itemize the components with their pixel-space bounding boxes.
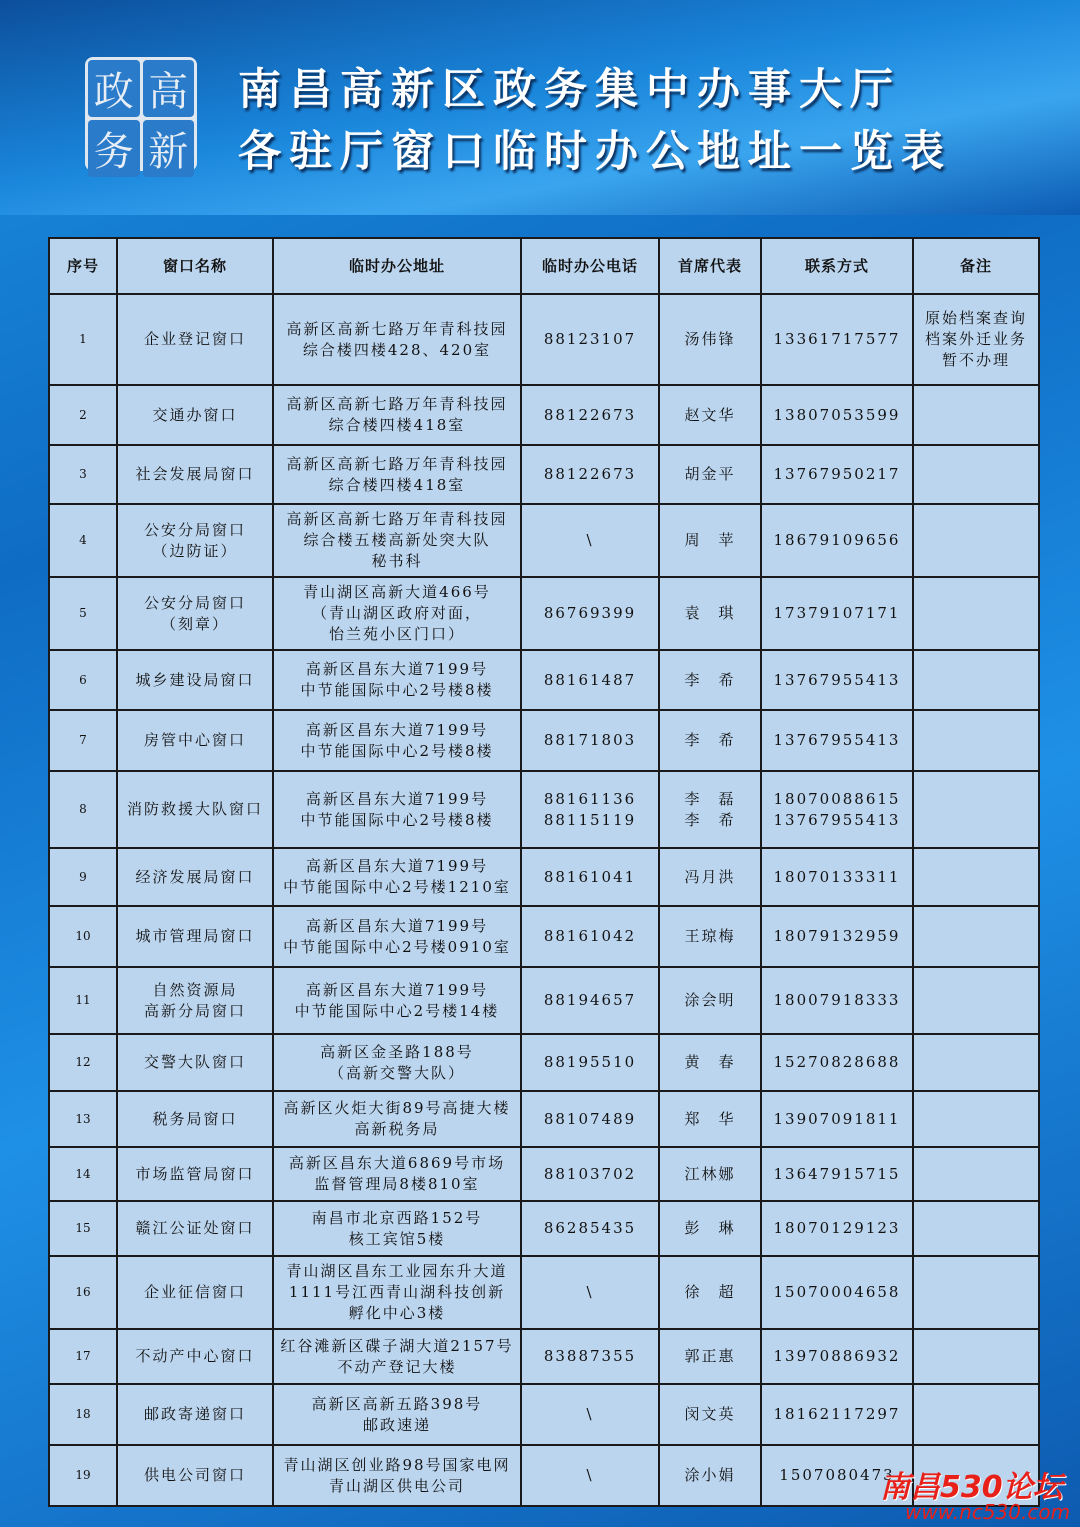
cell-row-number: 7 xyxy=(49,710,117,771)
table-row xyxy=(49,1256,1039,1329)
cell-remark xyxy=(913,710,1039,771)
cell-remark: 原始档案查询 档案外迁业务 暂不办理 xyxy=(913,294,1039,385)
cell-office-phone: 88103702 xyxy=(521,1147,659,1201)
cell-office-phone: 88161042 xyxy=(521,906,659,967)
column-header-row-number: 序号 xyxy=(49,238,117,294)
cell-chief-representative: 周 苹 xyxy=(659,504,761,577)
cell-window-name: 公安分局窗口 （刻章） xyxy=(117,577,273,650)
header-banner xyxy=(0,0,1080,215)
cell-contact-phone: 15070004658 xyxy=(761,1256,913,1329)
cell-address: 高新区高新七路万年青科技园 综合楼四楼428、420室 xyxy=(273,294,521,385)
cell-remark xyxy=(913,1034,1039,1091)
cell-contact-phone: 13647915715 xyxy=(761,1147,913,1201)
cell-chief-representative: 郭正惠 xyxy=(659,1329,761,1384)
cell-chief-representative: 李 磊 李 希 xyxy=(659,771,761,848)
cell-remark xyxy=(913,445,1039,504)
cell-chief-representative: 袁 琪 xyxy=(659,577,761,650)
cell-contact-phone: 18070088615 13767955413 xyxy=(761,771,913,848)
cell-office-phone: 88195510 xyxy=(521,1034,659,1091)
cell-row-number: 1 xyxy=(49,294,117,385)
cell-chief-representative: 胡金平 xyxy=(659,445,761,504)
cell-contact-phone: 18162117297 xyxy=(761,1384,913,1445)
cell-contact-phone: 13361717577 xyxy=(761,294,913,385)
cell-contact-phone: 13767950217 xyxy=(761,445,913,504)
cell-remark xyxy=(913,848,1039,906)
cell-window-name: 邮政寄递窗口 xyxy=(117,1384,273,1445)
cell-remark xyxy=(913,577,1039,650)
cell-address: 高新区昌东大道7199号 中节能国际中心2号楼8楼 xyxy=(273,650,521,710)
cell-row-number: 6 xyxy=(49,650,117,710)
cell-address: 高新区昌东大道7199号 中节能国际中心2号楼1210室 xyxy=(273,848,521,906)
cell-chief-representative: 闵文英 xyxy=(659,1384,761,1445)
cell-remark xyxy=(913,1201,1039,1256)
cell-window-name: 交通办窗口 xyxy=(117,385,273,445)
cell-chief-representative: 郑 华 xyxy=(659,1091,761,1147)
cell-window-name: 企业征信窗口 xyxy=(117,1256,273,1329)
cell-remark xyxy=(913,967,1039,1034)
cell-address: 高新区高新五路398号 邮政速递 xyxy=(273,1384,521,1445)
cell-row-number: 2 xyxy=(49,385,117,445)
column-header-remark: 备注 xyxy=(913,238,1039,294)
table-row xyxy=(49,1147,1039,1201)
cell-contact-phone: 18079132959 xyxy=(761,906,913,967)
cell-window-name: 交警大队窗口 xyxy=(117,1034,273,1091)
cell-office-phone: 88171803 xyxy=(521,710,659,771)
cell-remark xyxy=(913,385,1039,445)
cell-row-number: 16 xyxy=(49,1256,117,1329)
cell-address: 高新区火炬大街89号高捷大楼 高新税务局 xyxy=(273,1091,521,1147)
cell-row-number: 17 xyxy=(49,1329,117,1384)
logo-char: 新 xyxy=(143,120,195,177)
cell-contact-phone: 13807053599 xyxy=(761,385,913,445)
cell-address: 高新区金圣路188号 （高新交警大队） xyxy=(273,1034,521,1091)
cell-office-phone: 88107489 xyxy=(521,1091,659,1147)
logo-char: 高 xyxy=(143,60,195,117)
logo xyxy=(85,57,197,175)
cell-address: 高新区昌东大道7199号 中节能国际中心2号楼0910室 xyxy=(273,906,521,967)
cell-row-number: 19 xyxy=(49,1445,117,1506)
cell-office-phone: 88161487 xyxy=(521,650,659,710)
cell-contact-phone: 17379107171 xyxy=(761,577,913,650)
cell-remark xyxy=(913,1091,1039,1147)
cell-row-number: 3 xyxy=(49,445,117,504)
logo-char: 政 xyxy=(88,60,140,117)
title-line-1: 南昌高新区政务集中办事大厅 xyxy=(238,65,901,115)
cell-office-phone: 86769399 xyxy=(521,577,659,650)
cell-chief-representative: 涂小娟 xyxy=(659,1445,761,1506)
cell-remark xyxy=(913,650,1039,710)
cell-address: 南昌市北京西路152号 核工宾馆5楼 xyxy=(273,1201,521,1256)
cell-office-phone: \ xyxy=(521,504,659,577)
cell-row-number: 11 xyxy=(49,967,117,1034)
cell-address: 青山湖区高新大道466号 （青山湖区政府对面， 怡兰苑小区门口） xyxy=(273,577,521,650)
cell-remark xyxy=(913,1256,1039,1329)
cell-window-name: 企业登记窗口 xyxy=(117,294,273,385)
cell-address: 青山湖区创业路98号国家电网 青山湖区供电公司 xyxy=(273,1445,521,1506)
cell-address: 青山湖区昌东工业园东升大道 1111号江西青山湖科技创新 孵化中心3楼 xyxy=(273,1256,521,1329)
cell-office-phone: 88161136 88115119 xyxy=(521,771,659,848)
cell-contact-phone: 13767955413 xyxy=(761,710,913,771)
logo-char: 务 xyxy=(88,120,140,177)
cell-office-phone: \ xyxy=(521,1384,659,1445)
cell-contact-phone: 18679109656 xyxy=(761,504,913,577)
table-row xyxy=(49,1329,1039,1384)
cell-row-number: 10 xyxy=(49,906,117,967)
office-address-table xyxy=(48,237,1040,1507)
cell-window-name: 自然资源局 高新分局窗口 xyxy=(117,967,273,1034)
cell-office-phone: 88123107 xyxy=(521,294,659,385)
cell-address: 高新区高新七路万年青科技园 综合楼五楼高新处突大队 秘书科 xyxy=(273,504,521,577)
cell-chief-representative: 冯月洪 xyxy=(659,848,761,906)
table-header-row xyxy=(49,238,1039,294)
cell-address: 高新区高新七路万年青科技园 综合楼四楼418室 xyxy=(273,385,521,445)
cell-office-phone: \ xyxy=(521,1445,659,1506)
cell-chief-representative: 涂会明 xyxy=(659,967,761,1034)
cell-window-name: 社会发展局窗口 xyxy=(117,445,273,504)
cell-row-number: 8 xyxy=(49,771,117,848)
table-row xyxy=(49,1384,1039,1445)
table-row xyxy=(49,445,1039,504)
cell-office-phone: \ xyxy=(521,1256,659,1329)
cell-window-name: 公安分局窗口 （边防证） xyxy=(117,504,273,577)
cell-window-name: 供电公司窗口 xyxy=(117,1445,273,1506)
cell-address: 红谷滩新区碟子湖大道2157号 不动产登记大楼 xyxy=(273,1329,521,1384)
cell-chief-representative: 王琼梅 xyxy=(659,906,761,967)
title-line-2: 各驻厅窗口临时办公地址一览表 xyxy=(238,127,952,177)
cell-chief-representative: 彭 琳 xyxy=(659,1201,761,1256)
table-row xyxy=(49,1091,1039,1147)
cell-office-phone: 88122673 xyxy=(521,385,659,445)
column-header-window-name: 窗口名称 xyxy=(117,238,273,294)
cell-remark xyxy=(913,1329,1039,1384)
cell-contact-phone: 13907091811 xyxy=(761,1091,913,1147)
cell-remark xyxy=(913,1147,1039,1201)
cell-contact-phone: 1507080473 xyxy=(761,1445,913,1506)
table-row xyxy=(49,967,1039,1034)
cell-address: 高新区昌东大道6869号市场 监督管理局8楼810室 xyxy=(273,1147,521,1201)
cell-row-number: 18 xyxy=(49,1384,117,1445)
cell-office-phone: 88161041 xyxy=(521,848,659,906)
cell-remark xyxy=(913,1384,1039,1445)
cell-window-name: 税务局窗口 xyxy=(117,1091,273,1147)
cell-address: 高新区昌东大道7199号 中节能国际中心2号楼8楼 xyxy=(273,771,521,848)
cell-row-number: 13 xyxy=(49,1091,117,1147)
watermark-url: www.nc530.com xyxy=(905,1500,1071,1524)
cell-office-phone: 83887355 xyxy=(521,1329,659,1384)
cell-remark xyxy=(913,906,1039,967)
cell-chief-representative: 徐 超 xyxy=(659,1256,761,1329)
column-header-contact-phone: 联系方式 xyxy=(761,238,913,294)
cell-row-number: 14 xyxy=(49,1147,117,1201)
cell-window-name: 不动产中心窗口 xyxy=(117,1329,273,1384)
cell-contact-phone: 13970886932 xyxy=(761,1329,913,1384)
cell-row-number: 4 xyxy=(49,504,117,577)
cell-office-phone: 88194657 xyxy=(521,967,659,1034)
cell-address: 高新区高新七路万年青科技园 综合楼四楼418室 xyxy=(273,445,521,504)
cell-window-name: 消防救援大队窗口 xyxy=(117,771,273,848)
cell-window-name: 城乡建设局窗口 xyxy=(117,650,273,710)
cell-window-name: 经济发展局窗口 xyxy=(117,848,273,906)
column-header-address: 临时办公地址 xyxy=(273,238,521,294)
cell-chief-representative: 赵文华 xyxy=(659,385,761,445)
cell-address: 高新区昌东大道7199号 中节能国际中心2号楼14楼 xyxy=(273,967,521,1034)
table-row xyxy=(49,504,1039,577)
cell-window-name: 赣江公证处窗口 xyxy=(117,1201,273,1256)
table-row xyxy=(49,294,1039,385)
table-row xyxy=(49,848,1039,906)
cell-chief-representative: 李 希 xyxy=(659,710,761,771)
cell-window-name: 房管中心窗口 xyxy=(117,710,273,771)
table-row xyxy=(49,1034,1039,1091)
cell-contact-phone: 18070129123 xyxy=(761,1201,913,1256)
cell-office-phone: 86285435 xyxy=(521,1201,659,1256)
cell-row-number: 9 xyxy=(49,848,117,906)
cell-contact-phone: 18007918333 xyxy=(761,967,913,1034)
column-header-office-phone: 临时办公电话 xyxy=(521,238,659,294)
cell-contact-phone: 13767955413 xyxy=(761,650,913,710)
cell-row-number: 15 xyxy=(49,1201,117,1256)
table-row xyxy=(49,771,1039,848)
watermark-logo: 南昌530论坛 xyxy=(880,1470,1063,1505)
cell-remark xyxy=(913,771,1039,848)
cell-chief-representative: 李 希 xyxy=(659,650,761,710)
cell-address: 高新区昌东大道7199号 中节能国际中心2号楼8楼 xyxy=(273,710,521,771)
cell-row-number: 5 xyxy=(49,577,117,650)
cell-office-phone: 88122673 xyxy=(521,445,659,504)
cell-remark xyxy=(913,504,1039,577)
table-row xyxy=(49,1201,1039,1256)
cell-row-number: 12 xyxy=(49,1034,117,1091)
table-row xyxy=(49,906,1039,967)
table-row xyxy=(49,710,1039,771)
column-header-chief-representative: 首席代表 xyxy=(659,238,761,294)
cell-contact-phone: 18070133311 xyxy=(761,848,913,906)
table-row xyxy=(49,577,1039,650)
cell-chief-representative: 汤伟锋 xyxy=(659,294,761,385)
table-row xyxy=(49,385,1039,445)
cell-window-name: 市场监管局窗口 xyxy=(117,1147,273,1201)
cell-chief-representative: 江林娜 xyxy=(659,1147,761,1201)
cell-window-name: 城市管理局窗口 xyxy=(117,906,273,967)
table-row xyxy=(49,650,1039,710)
cell-contact-phone: 15270828688 xyxy=(761,1034,913,1091)
cell-chief-representative: 黄 春 xyxy=(659,1034,761,1091)
